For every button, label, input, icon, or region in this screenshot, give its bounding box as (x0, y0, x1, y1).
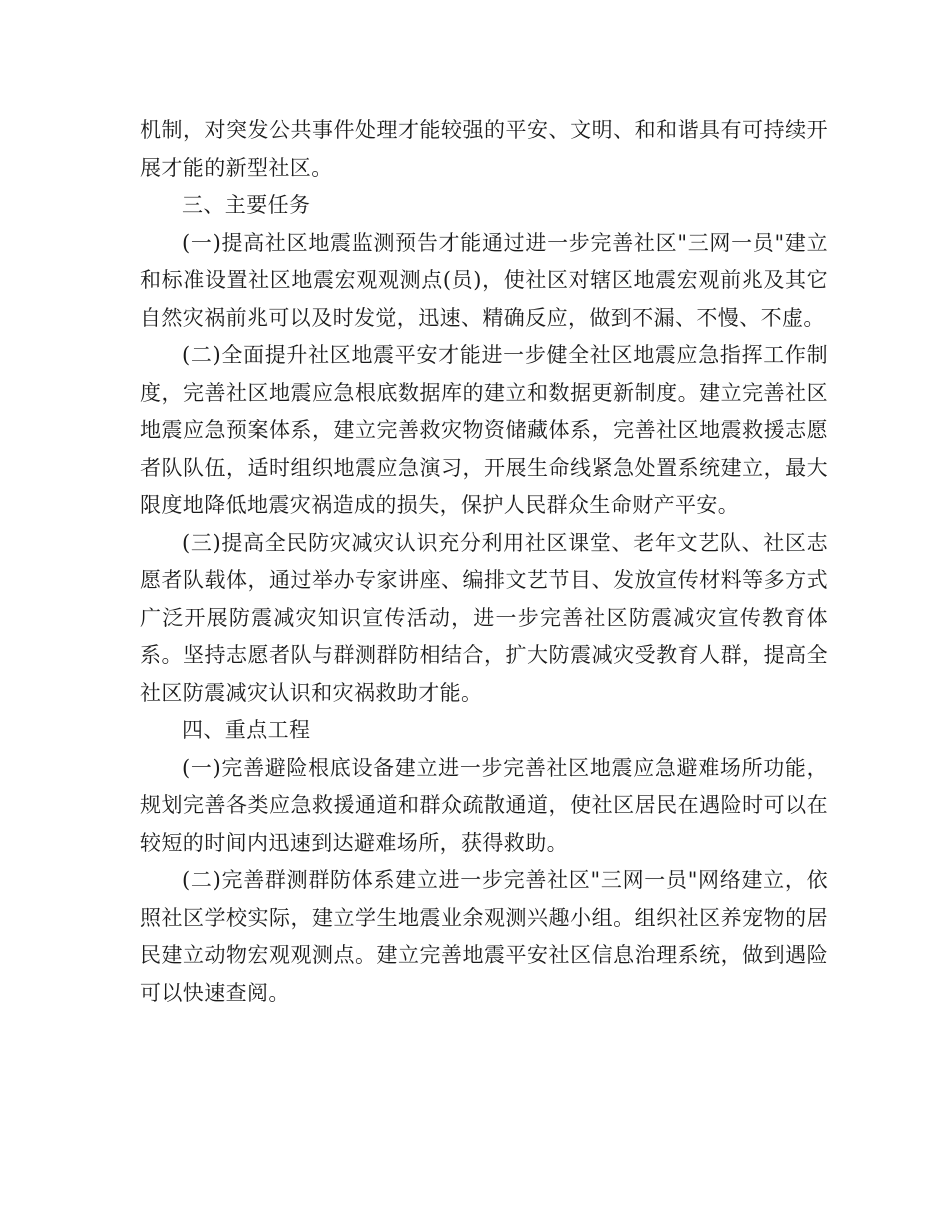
document-page (140, 112, 828, 1012)
section-heading-main-tasks: 三、主要任务 (182, 193, 311, 217)
paragraph-task-3: (三)提高全民防灾减灾认识充分利用社区课堂、老年文艺队、社区志愿者队载体，通过举办专家讲座、编排文艺节目、发放宣传材料等多方式广泛开展防震减灾知识宣传活动，进一步完善社区防震减灾宣传教育体系。坚持志愿者队与群测群防相结合，扩大防震减灾受教育人群，提高全社区防震减灾认识和灾祸救助才能。 (140, 530, 828, 705)
paragraph-task-2: (二)全面提升社区地震平安才能进一步健全社区地震应急指挥工作制度，完善社区地震应急根底数据库的建立和数据更新制度。建立完善社区地震应急预案体系，建立完善救灾物资储藏体系，完善社区地震救援志愿者队队伍，适时组织地震应急演习，开展生命线紧急处置系统建立，最大限度地降低地震灾祸造成的损失，保护人民群众生命财产平安。 (140, 343, 828, 517)
paragraph-project-1: (一)完善避险根底设备建立进一步完善社区地震应急避难场所功能，规划完善各类应急救援通道和群众疏散通道，使社区居民在遇险时可以在较短的时间内迅速到达避难场所，获得救助。 (140, 755, 828, 855)
paragraph-project-2: (二)完善群测群防体系建立进一步完善社区"三网一员"网络建立，依照社区学校实际，建立学生地震业余观测兴趣小组。组织社区养宠物的居民建立动物宏观观测点。建立完善地震平安社区信息治理系统，做到遇险可以快速查阅。 (140, 868, 828, 1005)
paragraph-continuation: 机制，对突发公共事件处理才能较强的平安、文明、和和谐具有可持续开展才能的新型社区。 (140, 118, 828, 180)
paragraph-task-1: (一)提高社区地震监测预告才能通过进一步完善社区"三网一员"建立和标准设置社区地震宏观观测点(员)，使社区对辖区地震宏观前兆及其它自然灾祸前兆可以及时发觉，迅速、精确反应，做到不漏、不慢、不虚。 (140, 230, 828, 330)
section-heading-key-projects: 四、重点工程 (182, 718, 311, 742)
